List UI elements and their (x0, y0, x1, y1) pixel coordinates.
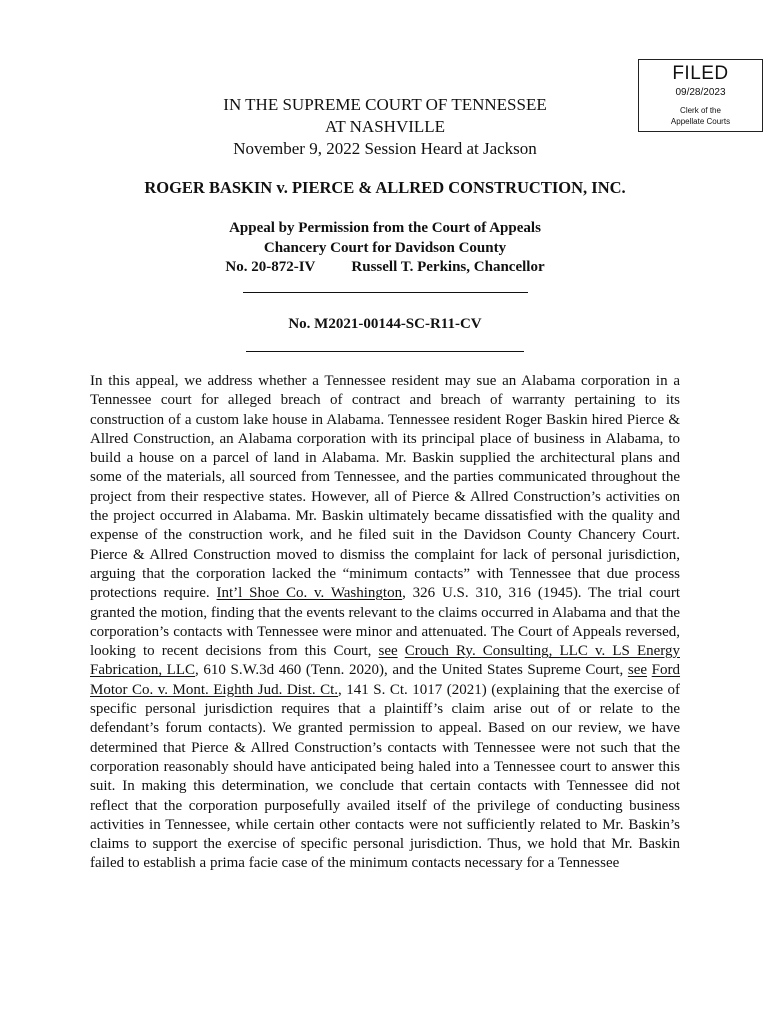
summary-text-3: , 610 S.W.3d 460 (Tenn. 2020), and the United States Supreme Court, (195, 662, 628, 679)
case-caption: ROGER BASKIN v. PIERCE & ALLRED CONSTRUCTION, INC. (144, 178, 626, 197)
court-location: AT NASHVILLE (324, 117, 446, 136)
citation-crouch: Crouch Ry. Consulting, LLC v. LS Energy Fabrication, LLC (90, 643, 680, 679)
summary-text-4: , 141 S. Ct. 1017 (2021) (explaining that the exercise of specific personal jurisdiction requires that a plaintiff’s claim arise out of or relate to the defendant’s forum contacts). We granted permission to appeal. Based on our review, we have determined that Pierce & Allred Construction’s contacts with Tennessee were not such that the corporation reasonably should have anticipated being haled into a Tennessee court to answer this suit. In making this determination, we conclude that certain contacts with Tennessee did not reflect that the corporation purposefully availed itself of the privilege of conducting business activities in Tennessee, while certain other contacts were not sufficiently related to Mr. Baskin’s claims to support the exercise of specific personal jurisdiction. Thus, we hold that Mr. Baskin failed to establish a prima facie case of the minimum contacts necessary for a Tennessee (90, 681, 680, 872)
appeal-block (0, 219, 770, 278)
signal-see-1: see (378, 643, 398, 660)
summary-text-2: , 326 U.S. 310, 316 (1945). The trial court granted the motion, finding that the events relevant to the claims occurred in Alabama and that the corporation’s contacts with Tennessee were minor and attenuated. The Court of Appeals reversed, looking to recent decisions from this Court, (90, 585, 681, 660)
divider-top (243, 292, 528, 293)
stamp-title: FILED (672, 63, 729, 84)
session-line: November 9, 2022 Session Heard at Jackson (233, 139, 537, 158)
stamp-clerk-line: Clerk of the (680, 106, 721, 115)
citation-intl-shoe: Int’l Shoe Co. v. Washington (216, 585, 403, 602)
stamp-courts-line: Appellate Courts (670, 117, 731, 126)
docket-number: No. M2021-00144-SC-R11-CV (288, 316, 482, 332)
stamp-date: 09/28/2023 (675, 87, 726, 98)
court-name: IN THE SUPREME COURT OF TENNESSEE (223, 95, 547, 114)
appeal-origin: Appeal by Permission from the Court of Appeals (229, 220, 541, 236)
court-heading (0, 94, 770, 138)
signal-see-2: see (627, 662, 648, 679)
trial-number: No. 20-872-IV (225, 259, 316, 275)
chancellor: Russell T. Perkins, Chancellor (351, 259, 545, 275)
trial-details (0, 258, 770, 278)
citation-ford: Ford Motor Co. v. Mont. Eighth Jud. Dist. Ct. (90, 662, 681, 698)
summary-text-1: In this appeal, we address whether a Tennessee resident may sue an Alabama corporation in a Tennessee court for alleged breach of contract and breach of warranty pertaining to its construction of a custom lake house in Alabama. Tennessee resident Roger Baskin hired Pierce & Allred Construction, an Alabama corporation with its principal place of business in Alabama, to build a house on a parcel of land in Alabama. Mr. Baskin supplied the architectural plans and some of the materials, all sourced from Tennessee, and the parties communicated throughout the project from their respective states. However, all of Pierce & Allred Construction’s activities on the project occurred in Alabama. Mr. Baskin ultimately became dissatisfied with the quality and expense of the construction work, and he filed suit in the Davidson County Chancery Court. Pierce & Allred Construction moved to dismiss the complaint for lack of personal jurisdiction, arguing that the corporation lacked the “minimum contacts” with Tennessee that due process protections require. (90, 373, 680, 602)
summary-paragraph (90, 372, 680, 874)
trial-court: Chancery Court for Davidson County (263, 239, 507, 256)
divider-bottom (246, 351, 524, 352)
